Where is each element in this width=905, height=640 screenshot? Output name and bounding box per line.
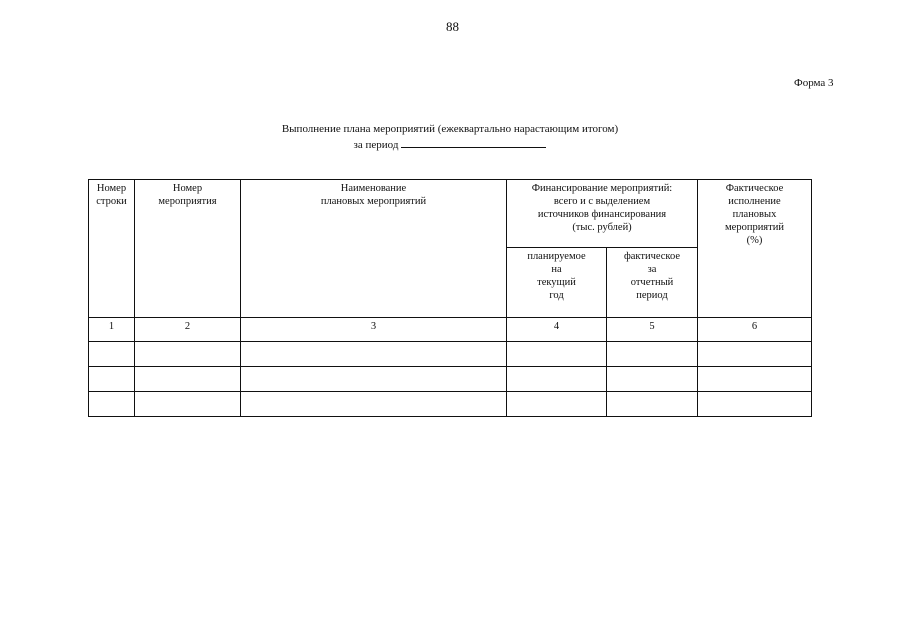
table-cell[interactable] [241,392,507,417]
header-text: плановых [732,209,777,220]
column-number-row [89,318,812,342]
header-text: Наименование [340,183,407,194]
header-text: всего и с выделением [553,196,651,207]
document-title [250,122,650,152]
title-line-2 [250,136,650,152]
header-text: Номер [96,183,127,194]
table-cell[interactable] [698,367,812,392]
table-cell[interactable] [507,367,607,392]
table-cell[interactable] [135,392,241,417]
header-event-name [241,180,507,318]
header-completion [698,180,812,318]
header-text: (тыс. рублей) [572,222,632,233]
table-row [89,367,812,392]
report-table [88,179,812,417]
header-text: фактическое [623,250,681,262]
column-number: 4 [507,318,607,342]
table-cell[interactable] [507,342,607,367]
header-text: (%) [746,235,763,246]
table-cell[interactable] [89,342,135,367]
header-text: Финансирование мероприятий: [531,183,673,194]
header-actual [607,247,698,317]
column-number: 3 [241,318,507,342]
header-text: период [636,289,668,301]
header-text: Номер [172,183,203,194]
header-planned [507,247,607,317]
header-text: текущий [537,276,576,288]
table-cell[interactable] [89,367,135,392]
header-text: мероприятий [725,222,784,233]
table-cell[interactable] [607,392,698,417]
header-text: Фактическое [725,183,784,194]
page-number: 88 [446,19,459,34]
period-blank-line [401,136,546,148]
table-row [89,392,812,417]
header-text: строки [96,196,127,207]
header-text: источников финансирования [537,209,667,220]
table-cell[interactable] [241,367,507,392]
header-text: плановых мероприятий [320,196,427,207]
table-cell[interactable] [607,342,698,367]
table-cell[interactable] [135,367,241,392]
form-label: Форма 3 [794,77,834,89]
header-text: на [551,263,562,275]
header-event-number [135,180,241,318]
header-text: за [647,263,657,275]
table-cell[interactable] [89,392,135,417]
table-cell[interactable] [607,367,698,392]
header-text: год [549,289,564,301]
table-cell[interactable] [135,342,241,367]
header-text: планируемое [527,250,586,262]
table-row [89,342,812,367]
header-row [89,180,812,248]
header-text: мероприятия [158,196,217,207]
column-number: 6 [698,318,812,342]
column-number: 2 [135,318,241,342]
table-cell[interactable] [698,392,812,417]
header-financing [507,180,698,248]
header-row-number [89,180,135,318]
table-cell[interactable] [507,392,607,417]
table-cell[interactable] [241,342,507,367]
header-text: исполнение [728,196,781,207]
table-cell[interactable] [698,342,812,367]
header-text: отчетный [630,276,674,288]
column-number: 5 [607,318,698,342]
period-label: за период [353,139,399,151]
title-line-1: Выполнение плана мероприятий (ежеквартально нарастающим итогом) [281,123,619,135]
column-number: 1 [89,318,135,342]
